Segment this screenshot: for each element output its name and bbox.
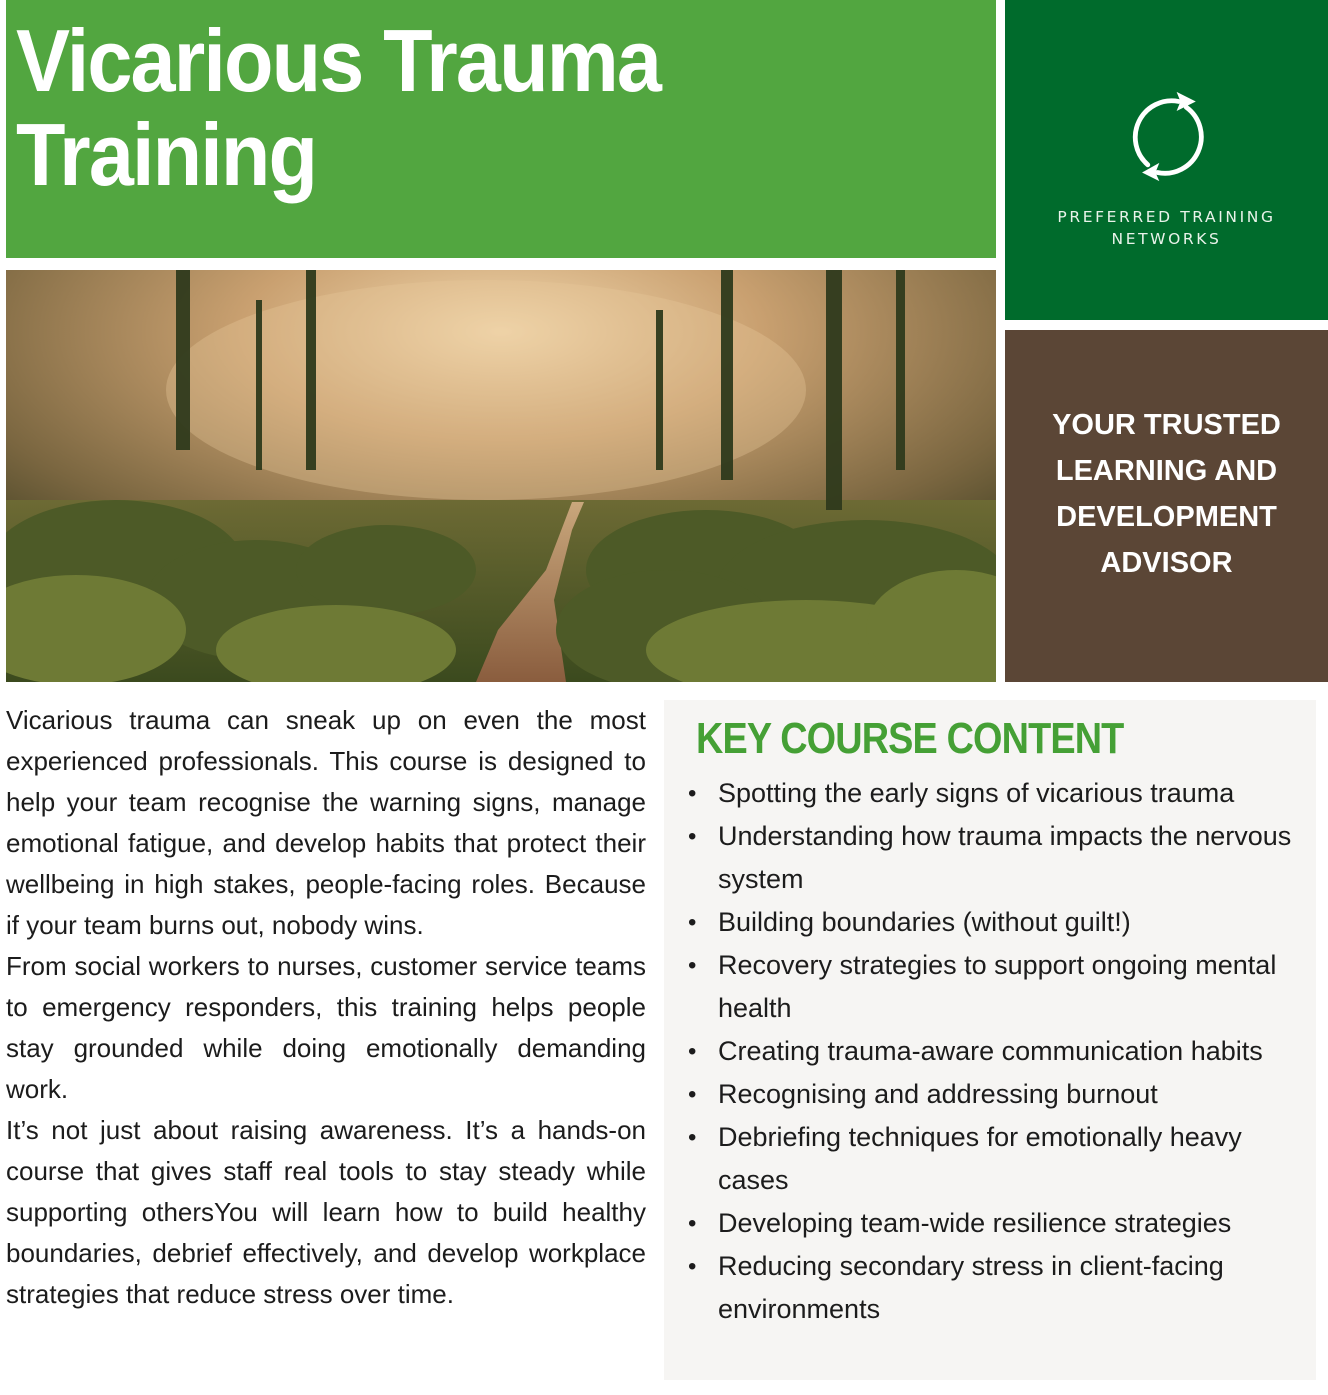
course-heading: KEY COURSE CONTENT bbox=[696, 714, 1124, 763]
brand-name bbox=[1057, 206, 1275, 250]
tagline-line-4: ADVISOR bbox=[1100, 547, 1233, 579]
list-item: • Reducing secondary stress in client-facing environments bbox=[718, 1245, 1306, 1331]
tagline bbox=[1022, 402, 1312, 586]
circular-arrows-icon bbox=[1119, 88, 1215, 184]
forest-path-photo bbox=[6, 270, 996, 682]
tagline-panel bbox=[1005, 330, 1328, 682]
course-content-panel bbox=[664, 700, 1316, 1380]
intro-paragraph-1: Vicarious trauma can sneak up on even the most experienced professionals. This course is designed to help your team recognise the warning signs, manage emotional fatigue, and develop habits that protect their wellbeing in high stakes, people-facing roles. Because if your team burns out, nobody wins. bbox=[6, 705, 646, 940]
list-item: • Building boundaries (without guilt!) bbox=[718, 901, 1306, 944]
tagline-line-3: DEVELOPMENT bbox=[1056, 501, 1277, 533]
brand-name-line-2: NETWORKS bbox=[1111, 230, 1222, 248]
tagline-line-2: LEARNING AND bbox=[1055, 455, 1278, 487]
page-title bbox=[16, 11, 918, 204]
intro-text bbox=[6, 700, 646, 1315]
list-item: • Understanding how trauma impacts the nervous system bbox=[718, 815, 1306, 901]
list-item: • Recovery strategies to support ongoing mental health bbox=[718, 944, 1306, 1030]
title-line-2: Training bbox=[16, 105, 317, 204]
list-item: • Spotting the early signs of vicarious trauma bbox=[718, 772, 1306, 815]
course-list bbox=[696, 772, 1306, 1331]
tagline-line-1: YOUR TRUSTED bbox=[1052, 409, 1281, 441]
intro-paragraph-2: From social workers to nurses, customer service teams to emergency responders, this training helps people stay grounded while doing emotionally demanding work. bbox=[6, 951, 646, 1104]
title-banner bbox=[6, 0, 996, 258]
brand-panel bbox=[1005, 0, 1328, 320]
brand-name-line-1: PREFERRED TRAINING bbox=[1057, 208, 1276, 226]
list-item: • Creating trauma-aware communication habits bbox=[718, 1030, 1306, 1073]
intro-paragraph-3: It’s not just about raising awareness. It’s a hands-on course that gives staff real tools to stay steady while supporting othersYou will learn how to build healthy boundaries, debrief effectively, and develop workplace strategies that reduce stress over time. bbox=[6, 1115, 646, 1309]
forest-path-illustration bbox=[6, 270, 996, 682]
list-item: • Recognising and addressing burnout bbox=[718, 1073, 1306, 1116]
title-line-1: Vicarious Trauma bbox=[16, 11, 661, 110]
list-item: • Debriefing techniques for emotionally heavy cases bbox=[718, 1116, 1306, 1202]
list-item: • Developing team-wide resilience strategies bbox=[718, 1202, 1306, 1245]
